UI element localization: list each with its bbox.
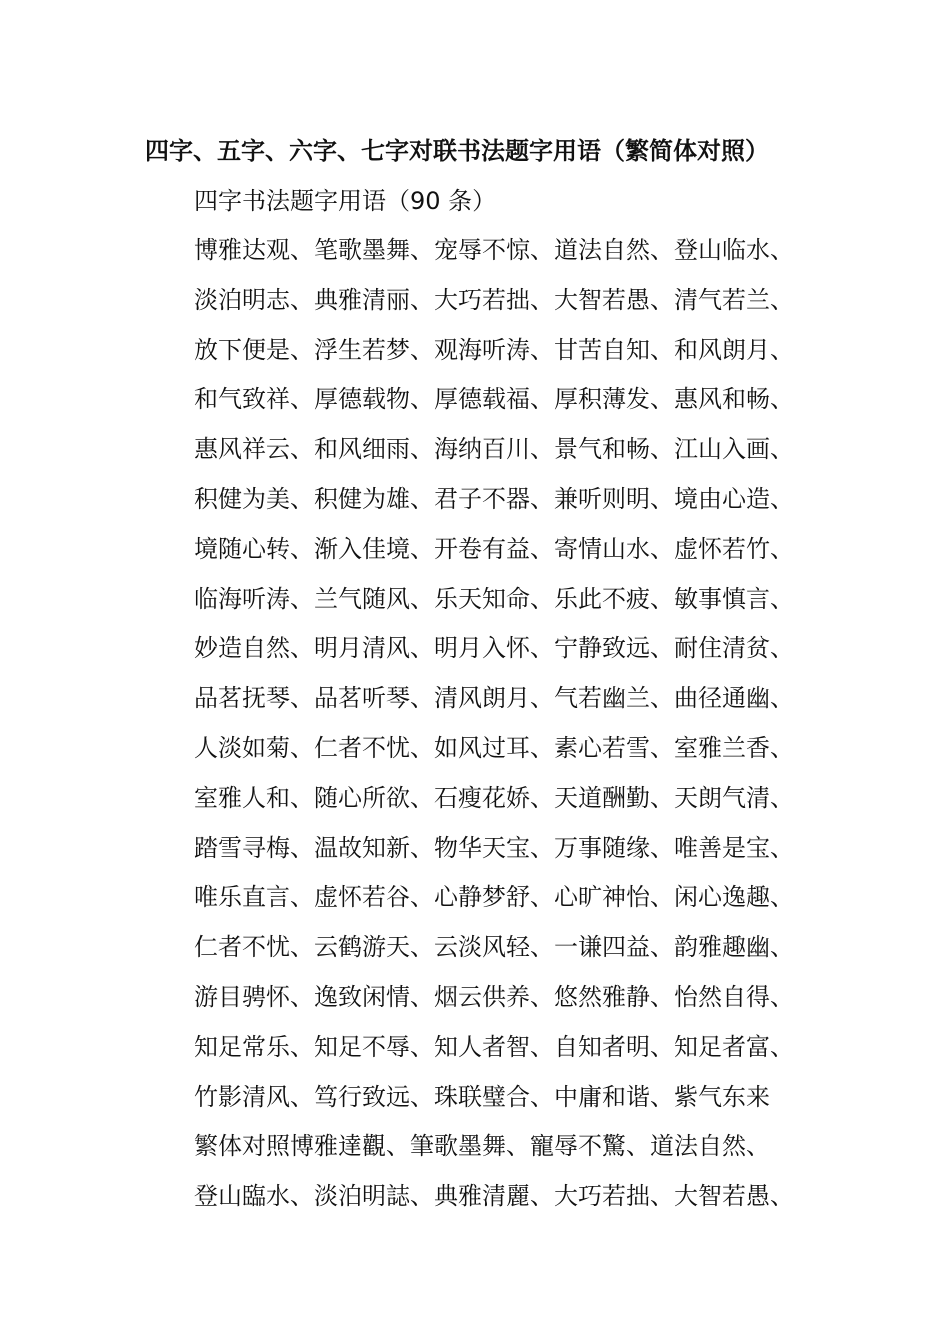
phrase-line: 淡泊明志、典雅清丽、大巧若拙、大智若愚、清气若兰、 (194, 285, 794, 314)
phrase-line: 积健为美、积健为雄、君子不器、兼听则明、境由心造、 (194, 484, 794, 513)
document-title: 四字、五字、六字、七字对联书法题字用语（繁简体对照） (145, 137, 769, 165)
phrase-line: 境随心转、渐入佳境、开卷有益、寄情山水、虚怀若竹、 (194, 534, 794, 563)
phrase-line: 妙造自然、明月清风、明月入怀、宁静致远、耐住清贫、 (194, 634, 794, 663)
phrase-line: 游目骋怀、逸致闲情、烟云供养、悠然雅静、怡然自得、 (194, 982, 794, 1011)
phrase-line: 仁者不忧、云鹤游天、云淡风轻、一谦四益、韵雅趣幽、 (194, 933, 794, 962)
phrase-line: 踏雪寻梅、温故知新、物华天宝、万事随缘、唯善是宝、 (194, 833, 794, 862)
phrase-line: 繁体对照博雅達觀、筆歌墨舞、寵辱不驚、道法自然、 (194, 1132, 770, 1161)
phrase-line: 人淡如菊、仁者不忧、如风过耳、素心若雪、室雅兰香、 (194, 733, 794, 762)
phrase-line: 和气致祥、厚德载物、厚德载福、厚积薄发、惠风和畅、 (194, 385, 794, 414)
phrase-line: 竹影清风、笃行致远、珠联璧合、中庸和谐、紫气东来 (194, 1082, 770, 1111)
section-heading: 四字书法题字用语（90 条） (194, 187, 497, 215)
phrase-line: 知足常乐、知足不辱、知人者智、自知者明、知足者富、 (194, 1032, 794, 1061)
phrase-line: 品茗抚琴、品茗听琴、清风朗月、气若幽兰、曲径通幽、 (194, 684, 794, 713)
phrase-line: 博雅达观、笔歌墨舞、宠辱不惊、道法自然、登山临水、 (194, 236, 794, 264)
phrase-line: 室雅人和、随心所欲、石瘦花娇、天道酬勤、天朗气清、 (194, 783, 794, 812)
phrase-list (194, 232, 894, 1228)
phrase-line: 登山臨水、淡泊明誌、典雅清麗、大巧若拙、大智若愚、 (194, 1182, 794, 1211)
phrase-line: 惠风祥云、和风细雨、海纳百川、景气和畅、江山入画、 (194, 435, 794, 464)
phrase-line: 唯乐直言、虚怀若谷、心静梦舒、心旷神怡、闲心逸趣、 (194, 883, 794, 912)
phrase-line: 临海听涛、兰气随风、乐天知命、乐此不疲、敏事慎言、 (194, 584, 794, 613)
phrase-line: 放下便是、浮生若梦、观海听涛、甘苦自知、和风朗月、 (194, 335, 794, 364)
